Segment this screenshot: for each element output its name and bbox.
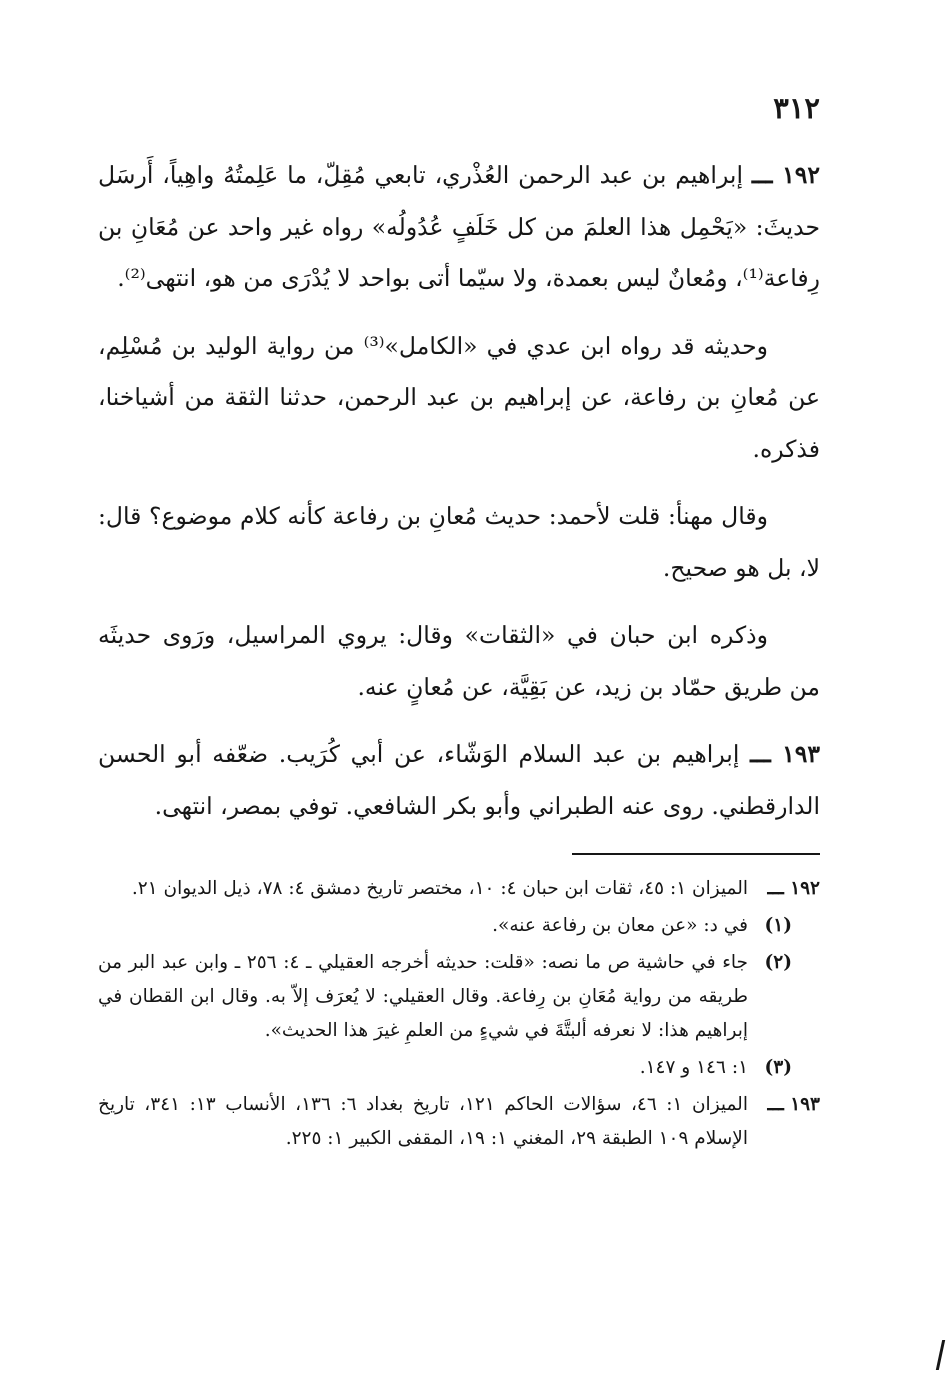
footnote-3 xyxy=(98,1051,820,1085)
entry-text: إبراهيم بن عبد الرحمن العُذْري، تابعي مُقِلّ، ما عَلِمتُهُ واهِياً، أَرسَل حديثَ: «يَحْمِل هذا العلمَ من كل خَلَفٍ عُدُولُه» رواه غير واحد عن مُعَانِ بن رِفاعة⁽¹⁾، ومُعانٌ ليس بعمدة، ولا سيّما أتى بواحد لا يُدْرَى من هو، انتهى⁽²⁾. xyxy=(98,161,820,292)
footnotes-section xyxy=(98,872,820,1159)
entry-number: ١٩٢ ـــ xyxy=(751,161,820,189)
note-text: الميزان ١: ٤٥، ثقات ابن حبان ٤: ١٠، مختصر تاريخ دمشق ٤: ٧٨، ذيل الديوان ٢١. xyxy=(131,878,748,899)
footnote-2 xyxy=(98,946,820,1048)
footnote-text: في د: «عن معان بن رفاعة عنه». xyxy=(492,915,748,936)
note-label: ١٩٣ ـــ xyxy=(767,1094,820,1115)
footnote-text: ١: ١٤٦ و ١٤٧. xyxy=(639,1057,748,1078)
footnote-label: (٣) xyxy=(764,1057,792,1078)
paragraph-kamil: وحديثه قد رواه ابن عدي في «الكامل»⁽³⁾ من رواية الوليد بن مُسْلِم، عن مُعانِ بن رفاعة، عن إبراهيم بن عبد الرحمن، حدثنا الثقة من أشياخنا، فذكره. xyxy=(98,331,820,463)
entry-193 xyxy=(98,729,820,832)
page-number: ٣١٢ xyxy=(773,91,820,125)
note-text: الميزان ١: ٤٦، سؤالات الحاكم ١٢١، تاريخ بغداد ٦: ١٣٦، الأنساب ١٣: ٣٤١، تاريخ الإسلام ١٠٩ الطبقة ٢٩، المغني ١: ١٩، المقفى الكبير ١: ٢٢٥. xyxy=(98,1094,748,1149)
page-content xyxy=(98,78,820,1278)
footnote-label: (٢) xyxy=(764,952,792,973)
note-label: ١٩٢ ـــ xyxy=(767,878,820,899)
footnote-text: جاء في حاشية ص ما نصه: «قلت: حديثه أخرجه العقيلي ـ ٤: ٢٥٦ ـ وابن عبد البر من طريقه من رواية مُعَانِ بن رِفاعة. وقال العقيلي: لا يُعرَف إلاّ به. وقال ابن القطان في إبراهيم هذا: لا نعرفه ألبتَّةَ في شيءٍ من العلمِ غيرَ هذا الحديث». xyxy=(98,952,748,1041)
entry-number: ١٩٣ ـــ xyxy=(750,740,820,768)
source-note-193 xyxy=(98,1088,820,1156)
source-note-192 xyxy=(98,872,820,906)
footnote-separator xyxy=(572,853,820,855)
entry-text: إبراهيم بن عبد السلام الوَشّاء، عن أبي كُرَيب. ضعّفه أبو الحسن الدارقطني. روى عنه الطبراني وأبو بكر الشافعي. توفي بمصر، انتهى. xyxy=(98,740,820,820)
entry-192 xyxy=(98,150,820,305)
paragraph-thiqat: وذكره ابن حبان في «الثقات» وقال: يروي المراسيل، ورَوى حديثَه من طريق حمّاد بن زيد، عن بَقِيَّة، عن مُعانٍ عنه. xyxy=(98,621,820,701)
paragraph-muhanna: وقال مهنأ: قلت لأحمد: حديث مُعانِ بن رفاعة كأنه كلام موضوع؟ قال: لا، بل هو صحيح. xyxy=(98,502,820,582)
main-text xyxy=(98,150,820,848)
footnote-label: (١) xyxy=(764,915,792,936)
scan-edge-mark xyxy=(936,1340,945,1370)
footnote-1 xyxy=(98,909,820,943)
